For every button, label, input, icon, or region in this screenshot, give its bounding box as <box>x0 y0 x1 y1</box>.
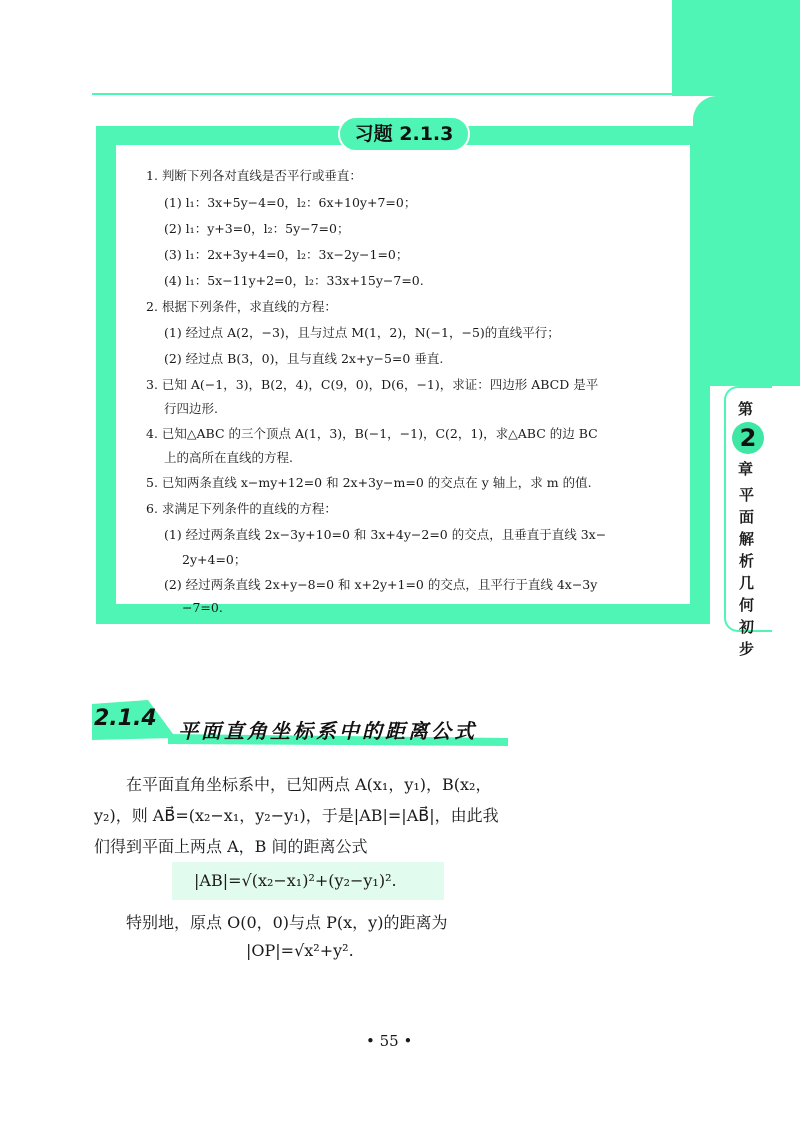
chapter-di: 第 <box>738 400 754 418</box>
exercise-line: (1) 经过点 A(2，−3)，且与过点 M(1，2)，N(−1，−5)的直线平行； <box>164 325 560 340</box>
chapter-tab <box>724 386 772 658</box>
exercise-line: 5. 已知两条直线 x−my+12=0 和 2x+3y−m=0 的交点在 y 轴上，求 m 的值. <box>146 475 592 490</box>
chapter-title: 平面解析几何初步 <box>739 486 755 658</box>
exercise-line: 2y+4=0； <box>182 552 247 567</box>
exercise-line: 行四边形. <box>164 401 218 416</box>
exercise-line: 4. 已知△ABC 的三个顶点 A(1，3)，B(−1，−1)，C(2，1)，求△ABC 的边 BC <box>146 426 598 441</box>
body-line: 特别地，原点 O(0，0)与点 P(x，y)的距离为 <box>126 913 448 932</box>
page-number: • 55 • <box>366 1032 413 1050</box>
exercise-title: 习题 2.1.3 <box>338 116 470 152</box>
exercise-line: (2) 经过两条直线 2x+y−8=0 和 x+2y+1=0 的交点，且平行于直线 4x−3y <box>164 577 598 592</box>
exercise-line: 上的高所在直线的方程. <box>164 450 293 465</box>
distance-formula: |AB|=√(x₂−x₁)²+(y₂−y₁)². <box>194 871 397 890</box>
exercise-line: 3. 已知 A(−1，3)，B(2，4)，C(9，0)，D(6，−1)，求证：四边形 ABCD 是平 <box>146 377 599 392</box>
exercise-line: (3) l₁：2x+3y+4=0，l₂：3x−2y−1=0； <box>164 247 409 262</box>
section-number: 2.1.4 <box>94 706 157 731</box>
header-band <box>672 0 800 96</box>
exercise-line: −7=0. <box>182 600 223 615</box>
chapter-number-badge: 2 <box>732 422 764 454</box>
origin-distance-formula: |OP|=√x²+y². <box>246 941 354 960</box>
section-title: 平面直角坐标系中的距离公式 <box>178 719 477 743</box>
exercise-line: 2. 根据下列条件，求直线的方程： <box>146 299 337 314</box>
body-line: 们得到平面上两点 A，B 间的距离公式 <box>94 837 368 856</box>
exercise-line: 6. 求满足下列条件的直线的方程： <box>146 501 337 516</box>
body-line: y₂)，则 AB⃗=(x₂−x₁，y₂−y₁)，于是|AB|=|AB⃗|，由此我 <box>94 806 499 825</box>
exercise-line: (4) l₁：5x−11y+2=0，l₂：33x+15y−7=0. <box>164 273 424 288</box>
exercise-line: (1) l₁：3x+5y−4=0，l₂：6x+10y+7=0； <box>164 195 417 210</box>
exercise-line: (2) 经过点 B(3，0)，且与直线 2x+y−5=0 垂直. <box>164 351 444 366</box>
exercise-line: 1. 判断下列各对直线是否平行或垂直： <box>146 168 362 183</box>
exercise-line: (2) l₁：y+3=0，l₂：5y−7=0； <box>164 221 350 236</box>
chapter-zhang: 章 <box>738 460 754 478</box>
header-rule <box>92 93 692 95</box>
body-line: 在平面直角坐标系中，已知两点 A(x₁，y₁)，B(x₂， <box>126 775 492 794</box>
exercise-line: (1) 经过两条直线 2x−3y+10=0 和 3x+4y−2=0 的交点，且垂直于直线 3x− <box>164 527 607 542</box>
